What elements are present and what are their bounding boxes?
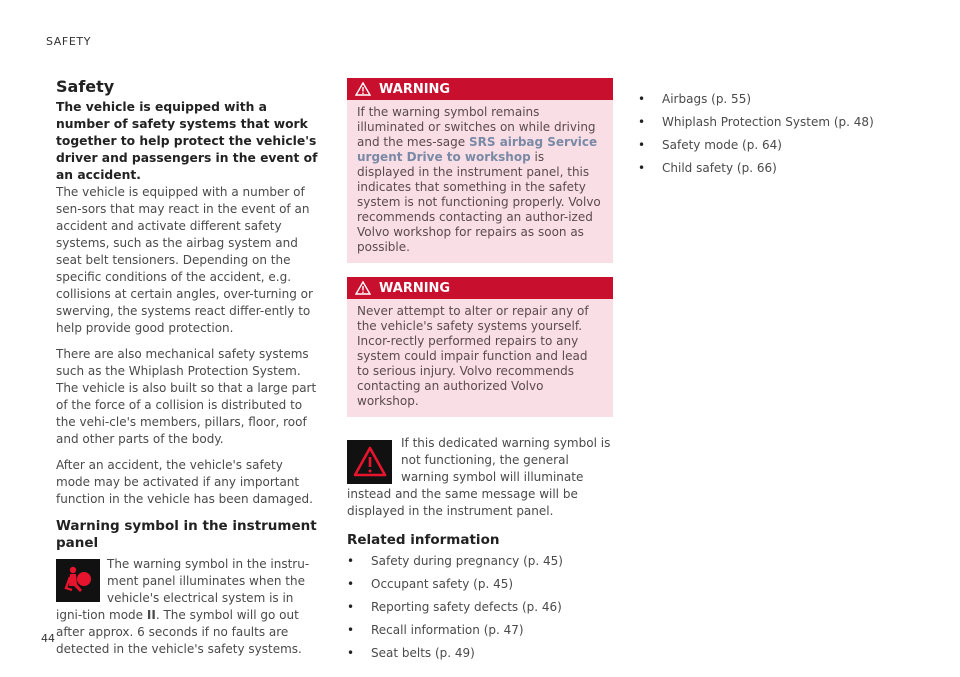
general-warning-text: If this dedicated warning symbol is not functioning, the general warning symbol will illuminate instead and the same message will be displayed in the instrument panel. xyxy=(347,436,611,518)
warning-triangle-icon xyxy=(355,281,371,295)
section-header: SAFETY xyxy=(46,35,92,48)
related-link[interactable]: • Airbags (p. 55) xyxy=(638,91,898,108)
page-title: Safety xyxy=(56,77,115,96)
airbag-warning-icon xyxy=(56,559,100,602)
ignition-mode: II xyxy=(146,608,156,622)
warning-label-1: WARNING xyxy=(379,81,451,97)
column-warnings xyxy=(347,78,613,668)
warning-triangle-icon xyxy=(355,82,371,96)
related-link[interactable]: • Recall information (p. 47) xyxy=(347,622,613,639)
column-safety-intro xyxy=(56,77,320,658)
related-link[interactable]: • Reporting safety defects (p. 46) xyxy=(347,599,613,616)
warning-box-2 xyxy=(347,277,613,417)
column-related-continued xyxy=(638,91,898,183)
body-paragraph-3: After an accident, the vehicle's safety mode may be activated if any important function in the vehicle has been damaged. xyxy=(56,458,313,506)
symbol-text-a: The warning symbol in the instru-ment panel illuminates when the vehicle's electrical system is in igni-tion mode xyxy=(56,557,310,622)
subheading-warning-symbol: Warning symbol in the instrument panel xyxy=(56,518,317,551)
related-link[interactable]: • Whiplash Protection System (p. 48) xyxy=(638,114,898,131)
symbol-text-b: . The symbol will go out after approx. 6 seconds if no faults are detected in the vehicle's safety systems. xyxy=(56,608,302,656)
lead-paragraph: The vehicle is equipped with a number of safety systems that work together to help protect the vehicle's driver and passengers in the event of an accident. xyxy=(56,100,318,182)
related-link[interactable]: • Child safety (p. 66) xyxy=(638,160,898,177)
warning-header-1 xyxy=(347,78,613,100)
warning-text-1a: If the warning symbol remains illuminated or switches on while driving and the mes-sage xyxy=(357,105,596,149)
warning-header-2 xyxy=(347,277,613,299)
body-paragraph-1: The vehicle is equipped with a number of sen-sors that may react in the event of an accident and activate different safety systems, such as the airbag system and seat belt tensioners. Depending on the specific conditions of the accident, e.g. collisions at certain angles, over-turning or swerving, the systems react differ-ently to help provide good protection. xyxy=(56,185,313,335)
srs-message: SRS airbag Service urgent Drive to workshop xyxy=(357,135,598,164)
related-info-heading: Related information xyxy=(347,532,500,548)
warning-label-2: WARNING xyxy=(379,280,451,296)
general-warning-icon xyxy=(347,440,392,484)
general-warning-section xyxy=(347,435,613,520)
related-list-1 xyxy=(347,553,613,662)
body-paragraph-2: There are also mechanical safety systems such as the Whiplash Protection System. The vehicle is also built so that a large part of the force of a collision is distributed to the vehi-cle's members, pillars, floor, roof and other parts of the body. xyxy=(56,347,317,446)
warning-body-2: Never attempt to alter or repair any of the vehicle's safety systems yourself. Incor-rectly performed repairs to any system could impair function and lead to serious injury. Volvo recommends contacting an authorized Volvo workshop. xyxy=(347,299,613,417)
related-link[interactable]: • Safety mode (p. 64) xyxy=(638,137,898,154)
related-link[interactable]: • Seat belts (p. 49) xyxy=(347,645,613,662)
warning-box-1 xyxy=(347,78,613,263)
related-link[interactable]: • Safety during pregnancy (p. 45) xyxy=(347,553,613,570)
warning-text-1b: is displayed in the instrument panel, this indicates that something in the safety system is not functioning properly. Volvo recommends contacting an author-ized Volvo workshop for repairs as soon as possible. xyxy=(357,150,601,254)
warning-symbol-section xyxy=(56,556,320,658)
warning-body-1 xyxy=(347,100,613,263)
related-list-2 xyxy=(638,91,898,177)
related-link[interactable]: • Occupant safety (p. 45) xyxy=(347,576,613,593)
page-number: 44 xyxy=(41,632,55,645)
